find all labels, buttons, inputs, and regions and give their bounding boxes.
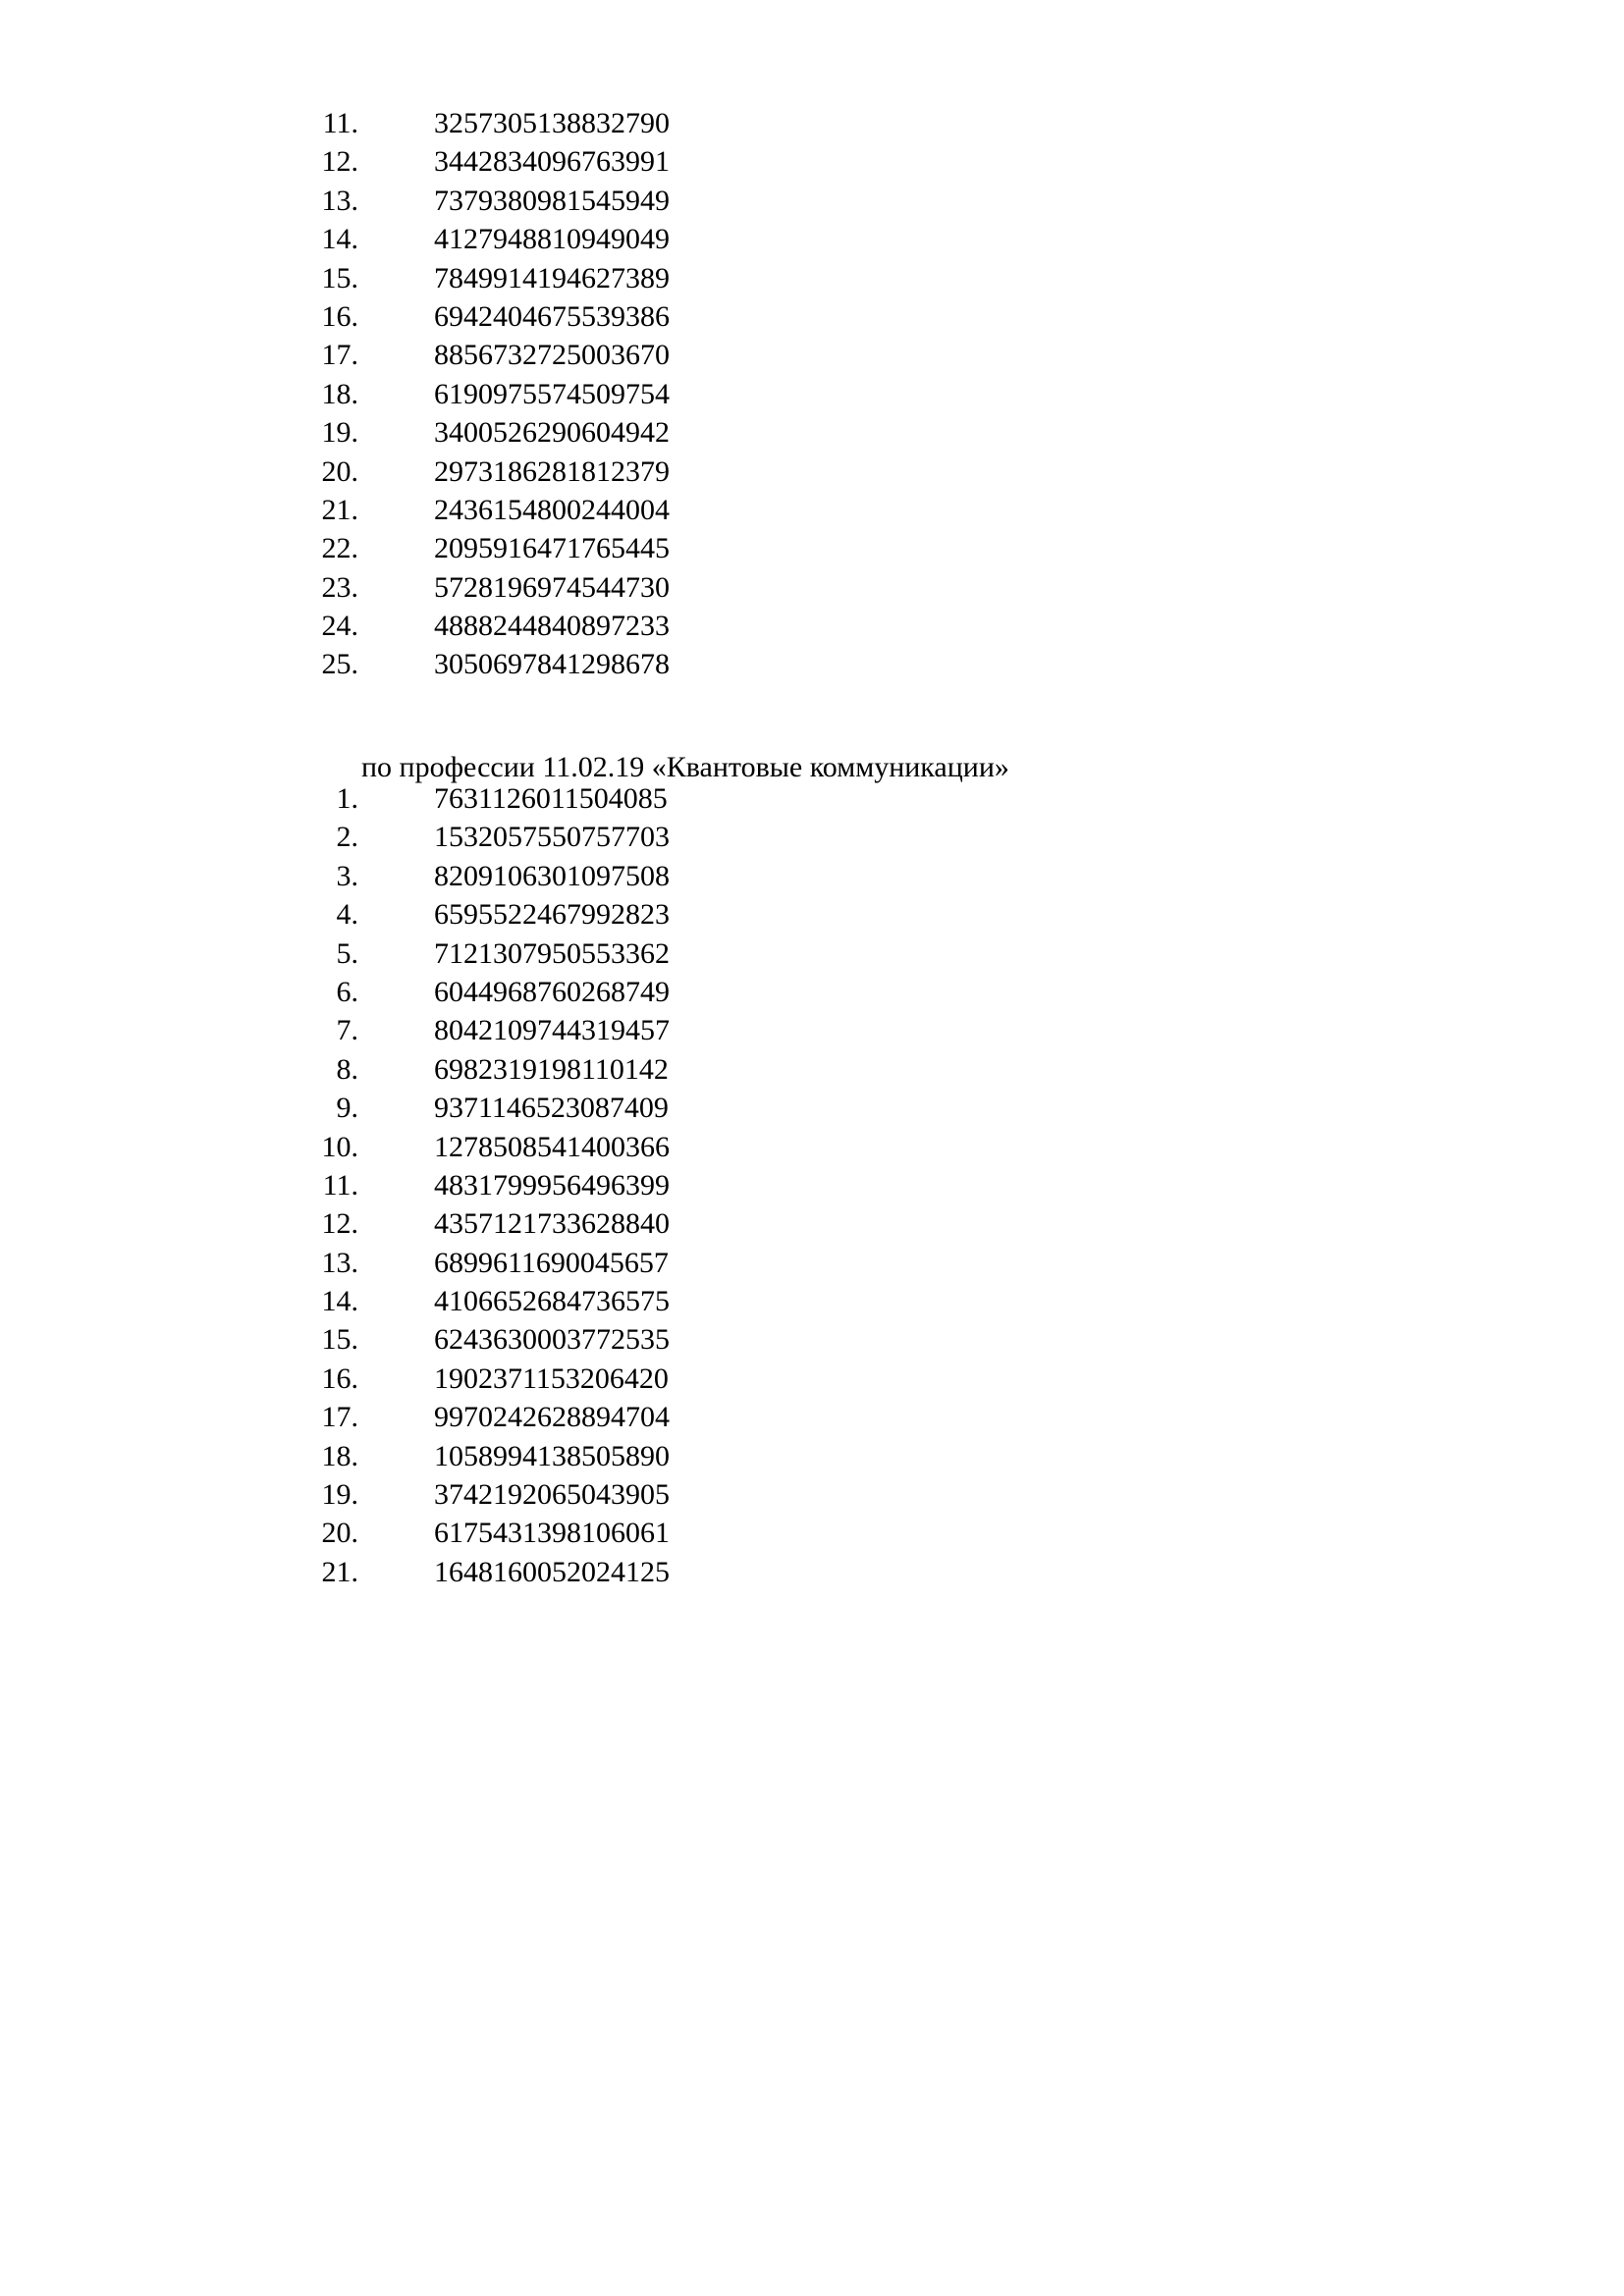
item-number: 20. (321, 454, 358, 488)
item-code: 7631126011504085 (434, 782, 668, 815)
item-code: 6899611690045657 (434, 1246, 669, 1279)
item-number: 16. (321, 299, 358, 333)
item-number: 18. (321, 377, 358, 410)
item-number: 12. (321, 1207, 358, 1241)
item-code: 1058994138505890 (434, 1439, 670, 1472)
item-code: 6942404675539386 (434, 299, 670, 333)
item-number: 21. (321, 1555, 358, 1588)
item-number: 10. (321, 1130, 358, 1163)
item-number: 13. (321, 184, 358, 217)
list-item (0, 1475, 1624, 1514)
item-code: 3442834096763991 (434, 145, 670, 179)
item-number: 11. (322, 107, 358, 139)
item-number: 6. (336, 975, 358, 1008)
item-code: 1648160052024125 (434, 1555, 670, 1588)
item-code: 9371146523087409 (434, 1092, 669, 1125)
item-code: 4357121733628840 (434, 1207, 670, 1241)
list-item (0, 779, 1624, 818)
item-number: 9. (336, 1092, 358, 1125)
list-item (0, 491, 1624, 529)
list-item (0, 375, 1624, 413)
list-item (0, 1320, 1624, 1359)
list-item (0, 1128, 1624, 1166)
section-heading: по профессии 11.02.19 «Квантовые коммуникации» (361, 751, 1009, 783)
list-item (0, 1398, 1624, 1436)
item-code: 7121307950553362 (434, 936, 670, 970)
item-code: 4106652684736575 (434, 1285, 670, 1318)
item-number: 24. (321, 610, 358, 643)
item-number: 17. (321, 339, 358, 372)
list-item (0, 529, 1624, 567)
item-number: 1. (336, 782, 358, 815)
item-code: 6243630003772535 (434, 1323, 670, 1357)
item-code: 7379380981545949 (434, 184, 670, 217)
item-code: 8042109744319457 (434, 1014, 670, 1047)
list-item (0, 895, 1624, 934)
item-number: 2. (336, 821, 358, 854)
item-code: 9970242628894704 (434, 1401, 670, 1434)
code-list-continued (0, 104, 1624, 684)
item-number: 20. (321, 1517, 358, 1550)
list-item (0, 1514, 1624, 1552)
list-item (0, 818, 1624, 856)
item-code: 6190975574509754 (434, 377, 670, 410)
list-item (0, 336, 1624, 374)
item-code: 1532057550757703 (434, 821, 670, 854)
item-number: 19. (321, 1478, 358, 1512)
item-code: 4888244840897233 (434, 610, 670, 643)
item-number: 4. (336, 898, 358, 932)
list-item (0, 182, 1624, 220)
item-number: 11. (322, 1168, 358, 1201)
list-item (0, 142, 1624, 181)
list-item (0, 607, 1624, 645)
item-number: 22. (321, 532, 358, 565)
item-number: 7. (336, 1014, 358, 1047)
item-number: 12. (321, 145, 358, 179)
item-number: 13. (321, 1246, 358, 1279)
item-number: 23. (321, 570, 358, 604)
list-item (0, 1282, 1624, 1320)
item-code: 2973186281812379 (434, 454, 670, 488)
item-number: 14. (321, 223, 358, 256)
list-item (0, 1166, 1624, 1204)
item-number: 17. (321, 1401, 358, 1434)
list-item (0, 1244, 1624, 1282)
item-code: 1902371153206420 (434, 1362, 669, 1395)
list-item (0, 1050, 1624, 1089)
item-number: 8. (336, 1052, 358, 1086)
code-list-quantum-communications (0, 779, 1624, 1591)
item-number: 18. (321, 1439, 358, 1472)
item-code: 4831799956496399 (434, 1168, 670, 1201)
item-code: 3742192065043905 (434, 1478, 670, 1512)
list-item (0, 1360, 1624, 1398)
item-number: 3. (336, 859, 358, 892)
item-code: 8856732725003670 (434, 339, 670, 372)
item-code: 6982319198110142 (434, 1052, 669, 1086)
list-item (0, 1089, 1624, 1127)
list-item (0, 934, 1624, 973)
list-item (0, 1204, 1624, 1243)
list-item (0, 857, 1624, 895)
item-code: 3400526290604942 (434, 416, 670, 450)
item-code: 3257305138832790 (434, 107, 670, 139)
item-number: 15. (321, 1323, 358, 1357)
item-code: 6175431398106061 (434, 1517, 670, 1550)
item-code: 7849914194627389 (434, 261, 670, 294)
list-item (0, 1553, 1624, 1591)
item-number: 19. (321, 416, 358, 450)
item-code: 1278508541400366 (434, 1130, 670, 1163)
list-item (0, 297, 1624, 336)
item-code: 2436154800244004 (434, 493, 670, 526)
list-item (0, 104, 1624, 142)
list-item (0, 453, 1624, 491)
item-number: 25. (321, 648, 358, 681)
list-item (0, 220, 1624, 258)
item-code: 8209106301097508 (434, 859, 670, 892)
list-item (0, 1437, 1624, 1475)
list-item (0, 259, 1624, 297)
item-code: 2095916471765445 (434, 532, 670, 565)
list-item (0, 413, 1624, 452)
item-code: 6595522467992823 (434, 898, 670, 932)
item-number: 21. (321, 493, 358, 526)
list-item (0, 973, 1624, 1011)
item-code: 6044968760268749 (434, 975, 670, 1008)
list-item (0, 1011, 1624, 1049)
item-number: 16. (321, 1362, 358, 1395)
item-code: 5728196974544730 (434, 570, 670, 604)
item-number: 5. (336, 936, 358, 970)
list-item (0, 645, 1624, 683)
item-number: 15. (321, 261, 358, 294)
list-item (0, 568, 1624, 607)
item-number: 14. (321, 1285, 358, 1318)
item-code: 3050697841298678 (434, 648, 670, 681)
item-code: 4127948810949049 (434, 223, 670, 256)
